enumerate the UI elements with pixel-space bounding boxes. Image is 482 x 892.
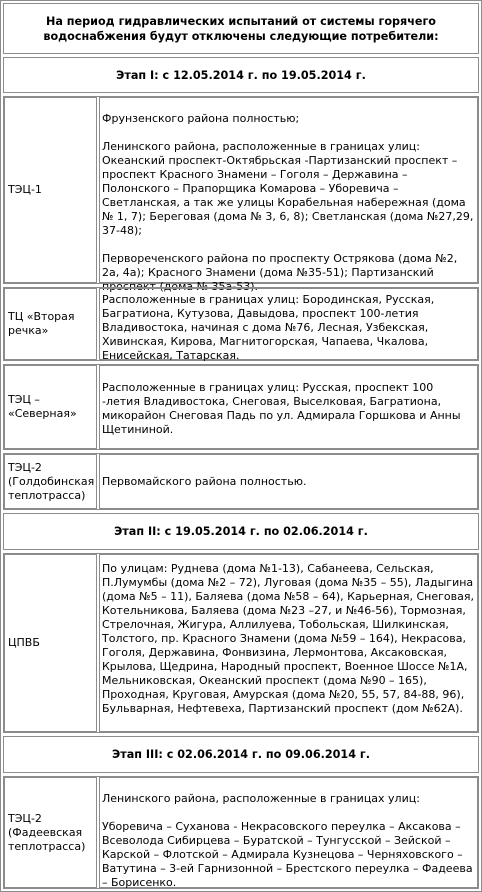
source-label: ТЦ «Вторая речка» bbox=[8, 310, 75, 337]
table-row bbox=[3, 453, 479, 510]
consumers-cell bbox=[99, 554, 478, 732]
source-label: ТЭЦ-1 bbox=[8, 183, 42, 196]
table-row bbox=[3, 364, 479, 450]
consumers-paragraph: Первореченского района по проспекту Острякова (дома №2, 2а, 4а); Красного Знамени (дома №35-51); Партизанский проспект (дома № 35а-53). bbox=[102, 252, 458, 293]
stage-header bbox=[3, 57, 479, 93]
table-row bbox=[3, 287, 479, 361]
consumers-paragraph: Ленинского района, расположенные в границах улиц: Океанский проспект-Октябрьская -Партизанский проспект – проспект Красного Знамени – Гоголя – Державина – Полонского – Прапорщика Комарова – Уборевича – Светланская, а так же улицы Корабельная набережная (дома № 1, 7); Береговая (дома № 3, 6, 8); Светланская (дома №27,29, 37-48); bbox=[102, 140, 474, 237]
source-cell bbox=[4, 554, 97, 732]
stage-title: Этап I: с 12.05.2014 г. по 19.05.2014 г. bbox=[116, 68, 366, 82]
consumers-cell bbox=[99, 777, 478, 888]
table-row bbox=[3, 553, 479, 733]
consumers-cell bbox=[99, 365, 478, 449]
title-text: На период гидравлических испытаний от системы горячего водоснабжения будут отключены следующие потребители: bbox=[43, 14, 439, 43]
table-title bbox=[3, 3, 479, 54]
consumers-paragraph: Первомайского района полностью. bbox=[102, 474, 307, 488]
source-label: ТЭЦ-2 (Голдобинская теплотрасса) bbox=[8, 460, 95, 502]
source-cell bbox=[4, 97, 97, 283]
source-label: ТЭЦ – «Северная» bbox=[8, 393, 77, 420]
table-row bbox=[3, 96, 479, 293]
consumers-paragraph: Расположенные в границах улиц: Бородинская, Русская, Багратиона, Кутузова, Давыдова, проспект 100-летия Владивостока, начиная с дома №76, Лесная, Узбекская, Хивинская, Кирова, Магнитогорская, Чапаева, Чкалова, Енисейская, Татарская. bbox=[102, 293, 435, 362]
stage-title: Этап III: с 02.06.2014 г. по 09.06.2014 г. bbox=[112, 748, 370, 761]
stage-header bbox=[3, 513, 479, 550]
consumers-paragraph: Ленинского района, расположенные в границах улиц: bbox=[102, 792, 420, 805]
source-cell bbox=[4, 365, 97, 449]
source-cell bbox=[4, 454, 97, 509]
consumers-cell bbox=[99, 288, 478, 360]
consumers-paragraph: Уборевича – Суханова - Некрасовского переулка – Аксакова – Всеволода Сибирцева – Буратской – Тунгусской – Зейской – Карской – Флотской – Адмирала Кузнецова – Черняховского – Ватутина – 3-ей Гарнизонной – Брестского переулка – Фадеева – Борисенко. bbox=[102, 820, 473, 889]
source-cell bbox=[4, 288, 97, 360]
source-cell bbox=[4, 777, 97, 888]
source-label: ЦПВБ bbox=[8, 636, 40, 649]
consumers-paragraph: По улицам: Руднева (дома №1-13), Сабанеева, Сельская, П.Лумумбы (дома №2 – 72), Луговая (дома №35 – 55), Ладыгина (дома №5 – 11), Баляева (дома №58 – 64), Карьерная, Снеговая, Котельникова, Баляева (дома №23 –27, и №46-56), Тормозная, Стрелочная, Жигура, Аллилуева, Тобольская, Шилкинская, Толстого, пр. Красного Знамени (дома №59 – 164), Некрасова, Гоголя, Державина, Фонвизина, Лермонтова, Аксаковская, Крылова, Щедрина, Народный проспект, Военное Шоссе №1А, Мельниковская, Океанский проспект (дома №90 – 165), Проходная, Круговая, Амурская (дома №20, 55, 57, 84-88, 96), Бульварная, Нефтевеха, Партизанский проспект (дом №62А). bbox=[102, 562, 474, 715]
stage-header bbox=[3, 736, 479, 773]
consumers-paragraph: Расположенные в границах улиц: Русская, проспект 100 -летия Владивостока, Снеговая, Выселковая, Багратиона, микорайон Снеговая Падь по ул. Адмирала Горшкова и Анны Щетининой. bbox=[102, 381, 461, 436]
consumers-paragraph: Фрунзенского района полностью; bbox=[102, 112, 300, 125]
source-label: ТЭЦ-2 (Фадеевская теплотрасса) bbox=[8, 811, 86, 853]
consumers-cell bbox=[99, 97, 478, 293]
consumers-cell bbox=[99, 454, 478, 509]
stage-title: Этап II: с 19.05.2014 г. по 02.06.2014 г. bbox=[114, 525, 368, 538]
table-row bbox=[3, 776, 479, 889]
